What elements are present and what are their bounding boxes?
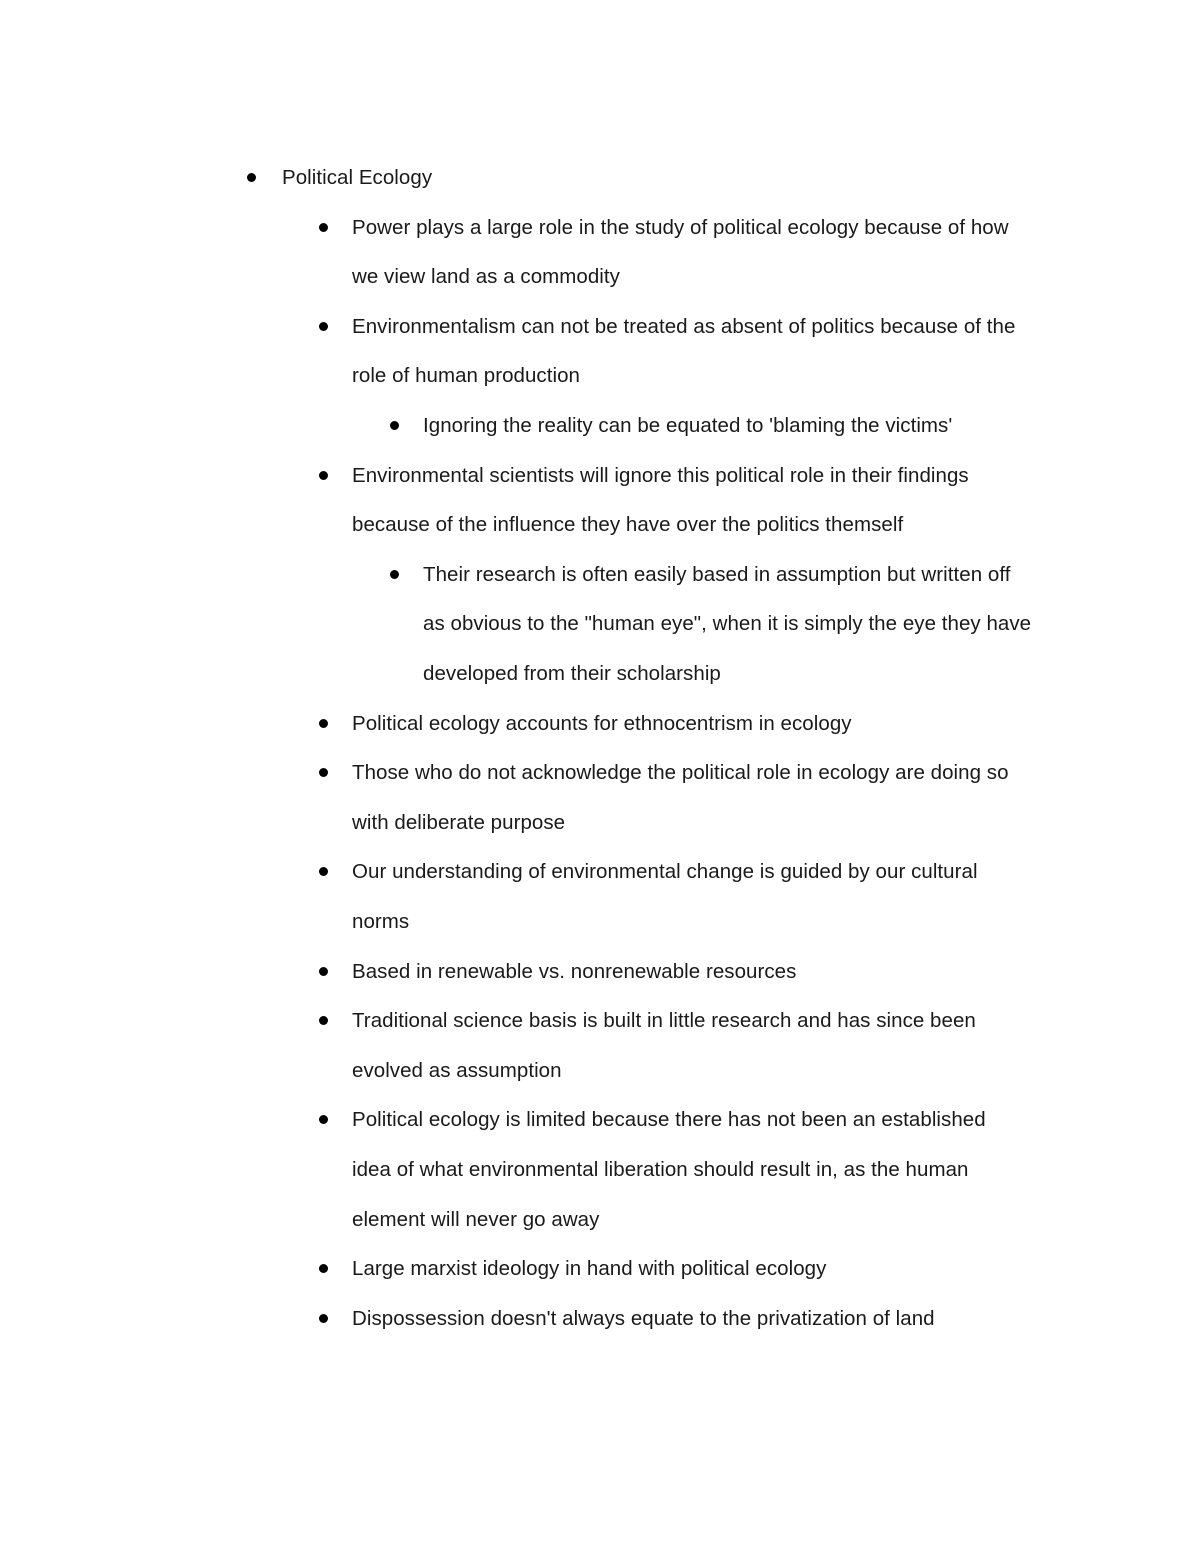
list-item-text: Dispossession doesn't always equate to the privatization of land [352,1306,935,1330]
list-item [352,847,978,946]
list-item-text: we view land as a commodity [352,265,620,289]
bullet-icon [390,570,399,579]
list-item-text: idea of what environmental liberation should result in, as the human [352,1157,969,1181]
list-item-text: Environmentalism can not be treated as absent of politics because of the [352,314,1016,338]
bullet-icon [319,322,328,331]
list-item-text: because of the influence they have over the politics themself [352,513,904,537]
list-item-text: as obvious to the "human eye", when it is simply the eye they have [423,612,1032,636]
list-item-text: Those who do not acknowledge the political role in ecology are doing so [352,761,1009,785]
bullet-icon [319,1264,328,1273]
list-item-text: element will never go away [352,1207,600,1231]
bullet-icon [319,719,328,728]
list-item-text: developed from their scholarship [423,661,721,685]
list-item [352,203,1009,302]
list-item-text: Political ecology is limited because there has not been an established [352,1108,986,1132]
list-item [352,1294,935,1344]
list-item [423,401,952,451]
bullet-icon [247,173,256,182]
list-item-text: role of human production [352,364,580,388]
bullet-icon [319,223,328,232]
bullet-icon [319,768,328,777]
list-item-text: with deliberate purpose [352,810,566,834]
list-item [352,1244,826,1294]
list-item [352,1095,986,1244]
list-item-text: Based in renewable vs. nonrenewable resources [352,959,797,983]
bullet-icon [319,471,328,480]
list-item-text: Ignoring the reality can be equated to 'blaming the victims' [423,414,953,437]
list-item-text: Our understanding of environmental change is guided by our cultural [352,860,978,884]
list-item [352,451,969,550]
bullet-icon [319,1016,328,1025]
list-item [352,947,796,997]
bullet-icon [319,1115,328,1124]
bullet-icon [319,867,328,876]
bullet-icon [390,421,399,430]
list-item-text: evolved as assumption [352,1058,562,1082]
list-item-text: Power plays a large role in the study of political ecology because of how [352,215,1009,239]
bullet-icon [319,967,328,976]
list-item-text: Their research is often easily based in assumption but written off [423,562,1011,586]
list-item-text: norms [352,909,410,933]
list-item [423,550,1031,699]
list-item [352,302,1015,401]
list-item [282,153,432,203]
list-item-text: Environmental scientists will ignore this political role in their findings [352,463,969,487]
list-item-text: Political ecology accounts for ethnocentrism in ecology [352,711,852,735]
list-item-text: Traditional science basis is built in little research and has since been [352,1009,976,1033]
list-item [352,996,976,1095]
bullet-icon [319,1314,328,1323]
list-item [352,699,852,749]
list-item-text: Large marxist ideology in hand with political ecology [352,1257,827,1281]
list-item-text: Political Ecology [282,166,433,189]
list-item [352,748,1009,847]
